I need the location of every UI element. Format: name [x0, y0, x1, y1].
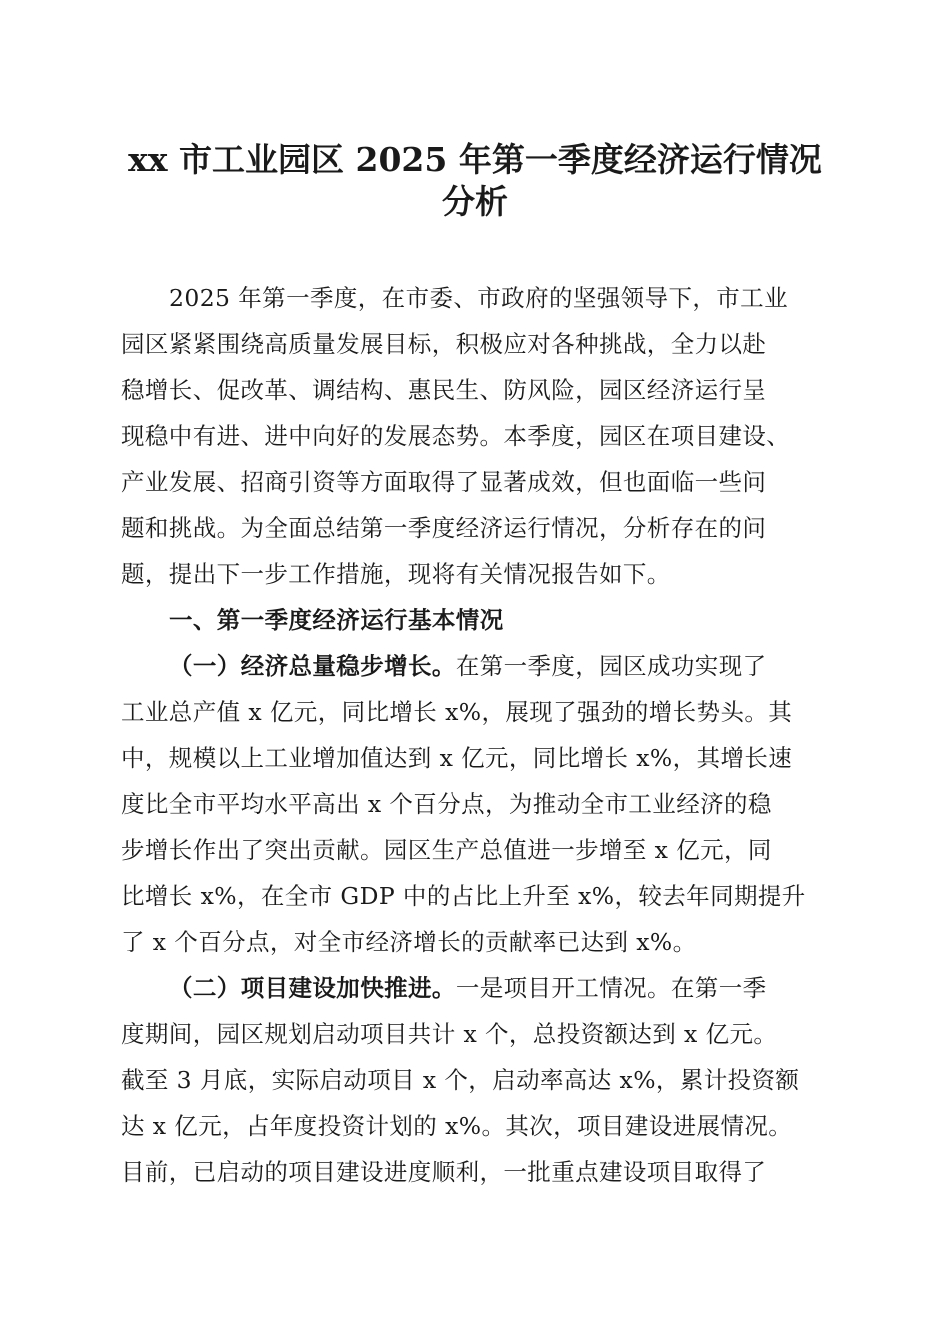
intro-line-1: 2025 年第一季度，在市委、市政府的坚强领导下，市工业 [169, 284, 788, 312]
sub2-line-4: 达 x 亿元，占年度投资计划的 x%。其次，项目建设进展情况。 [121, 1112, 793, 1140]
sub1-first-rest: 在第一季度，园区成功实现了 [455, 652, 767, 680]
sub1-line-4: 度比全市平均水平高出 x 个百分点，为推动全市工业经济的稳 [121, 790, 772, 818]
document-title-line-2: 分析 [442, 182, 508, 221]
document-body [121, 275, 833, 1195]
intro-line-3: 稳增长、促改革、调结构、惠民生、防风险，园区经济运行呈 [121, 376, 767, 404]
sub1-line-5: 步增长作出了突出贡献。园区生产总值进一步增至 x 亿元，同 [121, 836, 772, 864]
sub1-line-2: 工业总产值 x 亿元，同比增长 x%，展现了强劲的增长势头。其 [121, 698, 793, 726]
sub2-line-3: 截至 3 月底，实际启动项目 x 个，启动率高达 x%，累计投资额 [121, 1066, 800, 1094]
sub1-line-6: 比增长 x%，在全市 GDP 中的占比上升至 x%，较去年同期提升 [121, 882, 806, 910]
sub2-line-2: 度期间，园区规划启动项目共计 x 个，总投资额达到 x 亿元。 [121, 1020, 778, 1048]
intro-line-2: 园区紧紧围绕高质量发展目标，积极应对各种挑战，全力以赴 [121, 330, 767, 358]
sub2-line-5: 目前，已启动的项目建设进度顺利，一批重点建设项目取得了 [121, 1158, 767, 1186]
sub2-lead: （二）项目建设加快推进。 [169, 974, 456, 1002]
intro-line-6: 题和挑战。为全面总结第一季度经济运行情况，分析存在的问 [121, 514, 767, 542]
section-1-heading: 一、第一季度经济运行基本情况 [169, 606, 504, 634]
intro-line-7: 题，提出下一步工作措施，现将有关情况报告如下。 [121, 560, 671, 588]
sub1-line-3: 中，规模以上工业增加值达到 x 亿元，同比增长 x%，其增长速 [121, 744, 793, 772]
intro-line-5: 产业发展、招商引资等方面取得了显著成效，但也面临一些问 [121, 468, 767, 496]
document-title-line-1: xx 市工业园区 2025 年第一季度经济运行情况 [128, 140, 822, 179]
sub1-line-7: 了 x 个百分点，对全市经济增长的贡献率已达到 x%。 [121, 928, 697, 956]
sub1-lead: （一）经济总量稳步增长。 [169, 652, 456, 680]
sub2-first-rest: 一是项目开工情况。在第一季 [455, 974, 767, 1002]
sub2-line-1 [121, 965, 833, 1011]
sub1-line-1 [121, 643, 833, 689]
intro-line-4: 现稳中有进、进中向好的发展态势。本季度，园区在项目建设、 [121, 422, 791, 450]
